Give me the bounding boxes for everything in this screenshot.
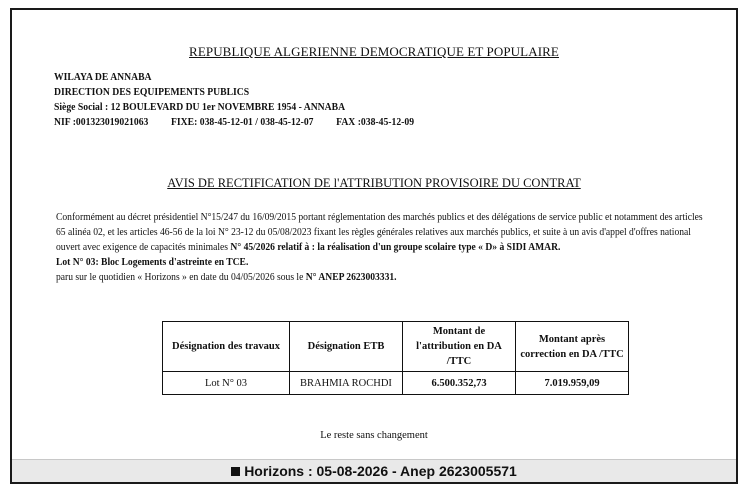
- issuer-header: [54, 70, 434, 130]
- attribution-table: [162, 321, 629, 395]
- table-header-row: [163, 322, 629, 372]
- header-montant-correction: Montant après correction en DA /TTC: [516, 322, 629, 372]
- table-row: [163, 372, 629, 395]
- footer-text: Horizons : 05-08-2026 - Anep 2623005571: [244, 463, 517, 479]
- lot-line: Lot N° 03: Bloc Logements d'astreinte en TCE.: [56, 257, 249, 268]
- reste-sans-changement: Le reste sans changement: [320, 430, 428, 441]
- nif-text: NIF :001323019021063: [54, 117, 149, 128]
- siege-line: Siège Social : 12 BOULEVARD DU 1er NOVEMBRE 1954 - ANNABA: [54, 102, 346, 113]
- header-montant-attribution: Montant de l'attribution en DA /TTC: [403, 322, 516, 372]
- fax-text: FAX :038-45-12-09: [336, 117, 415, 128]
- publication-text: paru sur le quotidien « Horizons » en date du 04/05/2026 sous le: [56, 272, 306, 283]
- republic-title: REPUBLIQUE ALGERIENNE DEMOCRATIQUE ET POPULAIRE: [189, 44, 559, 59]
- cell-montant-attribution: 6.500.352,73: [403, 372, 516, 395]
- cell-montant-correction: 7.019.959,09: [516, 372, 629, 395]
- header-designation-etb: Désignation ETB: [290, 322, 403, 372]
- square-bullet-icon: [231, 467, 240, 476]
- header-designation-travaux: Désignation des travaux: [163, 322, 290, 372]
- cell-lot: Lot N° 03: [163, 372, 290, 395]
- direction-line: DIRECTION DES EQUIPEMENTS PUBLICS: [54, 87, 250, 98]
- contact-line: [54, 115, 434, 130]
- announcement-frame: [10, 8, 738, 484]
- fixe-text: FIXE: 038-45-12-01 / 038-45-12-07: [171, 117, 314, 128]
- wilaya-line: WILAYA DE ANNABA: [54, 72, 152, 83]
- publication-footer: [12, 459, 736, 482]
- notice-body: [56, 210, 705, 285]
- publication-line: [56, 270, 705, 285]
- paragraph-text: Conformément au décret présidentiel N°15/247 du 16/09/2015 portant réglementation des marchés publics et des délégations de service public et notamment des articles 65 alinéa 02, et les articles 46-56 de la loi N° 23-12 du 05/08/2023 fixant les règles générales relatives aux marchés publics, et suite à un avis d'appel d'offres national ouvert avec exigence de capacités minimales: [56, 212, 703, 253]
- cell-etb: BRAHMIA ROCHDI: [290, 372, 403, 395]
- main-paragraph: [56, 210, 705, 255]
- tender-reference: N° 45/2026 relatif à : la réalisation d'un groupe scolaire type « D» à SIDI AMAR.: [230, 242, 561, 253]
- notice-title: AVIS DE RECTIFICATION DE l'ATTRIBUTION PROVISOIRE DU CONTRAT: [167, 176, 581, 190]
- anep-reference: N° ANEP 2623003331.: [305, 272, 397, 283]
